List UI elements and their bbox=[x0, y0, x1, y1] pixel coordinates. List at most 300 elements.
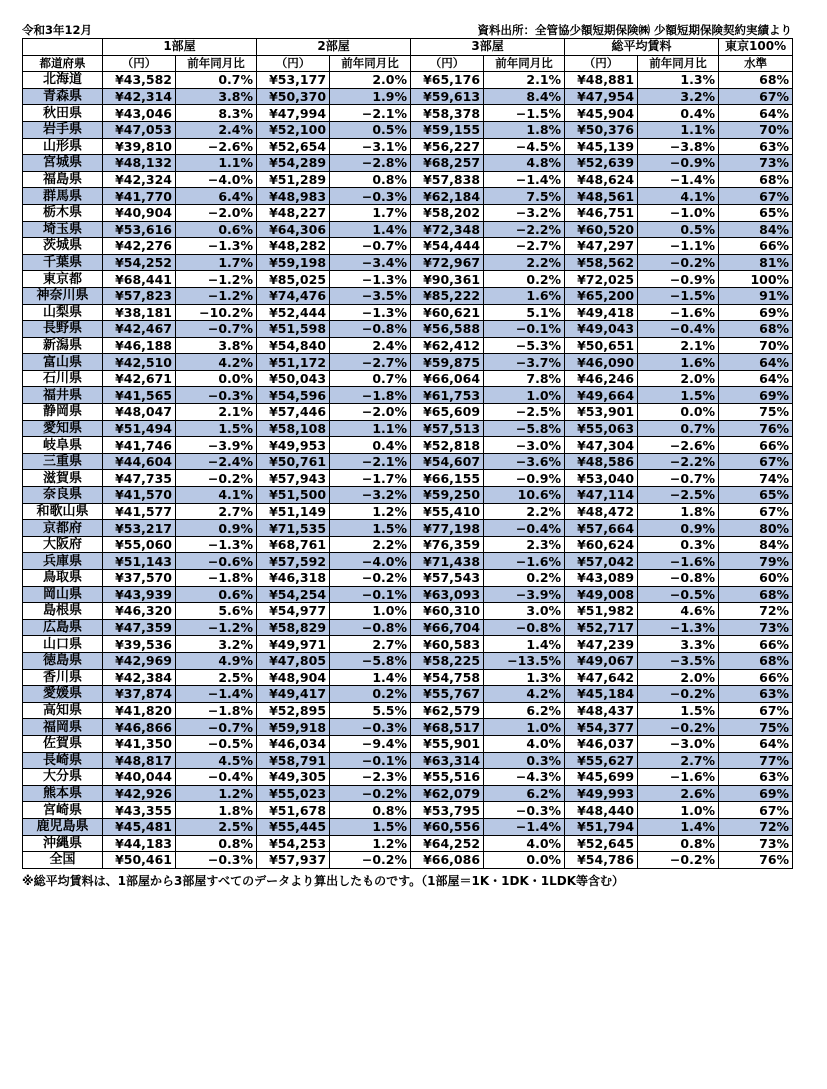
rent-cell: ¥49,417 bbox=[257, 686, 330, 703]
level-cell: 73% bbox=[719, 835, 793, 852]
yoy-cell: −0.5% bbox=[638, 586, 719, 603]
yoy-cell: −4.3% bbox=[484, 769, 565, 786]
prefecture-cell: 北海道 bbox=[23, 72, 103, 89]
level-cell: 72% bbox=[719, 603, 793, 620]
rent-cell: ¥42,324 bbox=[103, 171, 176, 188]
level-cell: 65% bbox=[719, 204, 793, 221]
yoy-cell: 0.5% bbox=[330, 121, 411, 138]
table-row bbox=[23, 735, 793, 752]
yoy-cell: 1.3% bbox=[484, 669, 565, 686]
rent-cell: ¥58,225 bbox=[411, 652, 484, 669]
yoy-cell: −13.5% bbox=[484, 652, 565, 669]
yoy-cell: −1.4% bbox=[638, 171, 719, 188]
yoy-cell: 4.6% bbox=[638, 603, 719, 620]
yoy-cell: −1.6% bbox=[484, 553, 565, 570]
rent-cell: ¥58,378 bbox=[411, 105, 484, 122]
rent-cell: ¥47,297 bbox=[565, 238, 638, 255]
yoy-cell: −0.4% bbox=[638, 321, 719, 338]
rent-cell: ¥54,786 bbox=[565, 852, 638, 869]
yoy-cell: 6.4% bbox=[176, 188, 257, 205]
level-cell: 91% bbox=[719, 287, 793, 304]
rent-cell: ¥49,305 bbox=[257, 769, 330, 786]
header-yen: （円） bbox=[103, 55, 176, 72]
rent-cell: ¥59,875 bbox=[411, 354, 484, 371]
yoy-cell: 1.5% bbox=[638, 702, 719, 719]
yoy-cell: 0.0% bbox=[176, 370, 257, 387]
yoy-cell: 1.5% bbox=[330, 818, 411, 835]
yoy-cell: 2.4% bbox=[330, 337, 411, 354]
yoy-cell: −0.2% bbox=[330, 570, 411, 587]
level-cell: 66% bbox=[719, 437, 793, 454]
yoy-cell: −1.2% bbox=[176, 287, 257, 304]
yoy-cell: −0.1% bbox=[330, 586, 411, 603]
rent-cell: ¥57,513 bbox=[411, 420, 484, 437]
rent-cell: ¥52,717 bbox=[565, 619, 638, 636]
yoy-cell: 2.7% bbox=[330, 636, 411, 653]
prefecture-cell: 富山県 bbox=[23, 354, 103, 371]
level-cell: 84% bbox=[719, 536, 793, 553]
yoy-cell: 1.1% bbox=[330, 420, 411, 437]
yoy-cell: 0.2% bbox=[484, 570, 565, 587]
header-prefecture: 都道府県 bbox=[23, 55, 103, 72]
yoy-cell: −2.4% bbox=[176, 453, 257, 470]
level-cell: 81% bbox=[719, 254, 793, 271]
header-yen: （円） bbox=[257, 55, 330, 72]
table-row bbox=[23, 752, 793, 769]
rent-cell: ¥51,982 bbox=[565, 603, 638, 620]
yoy-cell: −1.7% bbox=[330, 470, 411, 487]
yoy-cell: −1.4% bbox=[484, 818, 565, 835]
table-row bbox=[23, 238, 793, 255]
yoy-cell: −5.3% bbox=[484, 337, 565, 354]
rent-cell: ¥42,467 bbox=[103, 321, 176, 338]
rent-cell: ¥47,053 bbox=[103, 121, 176, 138]
rent-cell: ¥60,621 bbox=[411, 304, 484, 321]
rent-cell: ¥43,089 bbox=[565, 570, 638, 587]
rent-cell: ¥41,565 bbox=[103, 387, 176, 404]
yoy-cell: −0.2% bbox=[638, 254, 719, 271]
rent-cell: ¥57,937 bbox=[257, 852, 330, 869]
yoy-cell: −1.6% bbox=[638, 304, 719, 321]
rent-cell: ¥66,155 bbox=[411, 470, 484, 487]
rent-cell: ¥54,444 bbox=[411, 238, 484, 255]
yoy-cell: −3.2% bbox=[330, 487, 411, 504]
yoy-cell: −0.7% bbox=[176, 321, 257, 338]
yoy-cell: 0.0% bbox=[638, 404, 719, 421]
prefecture-cell: 新潟県 bbox=[23, 337, 103, 354]
rent-table bbox=[22, 38, 793, 869]
yoy-cell: −1.5% bbox=[484, 105, 565, 122]
header-level: 水準 bbox=[719, 55, 793, 72]
data-source: 資料出所：全管協少額短期保険㈱ 少額短期保険契約実績より bbox=[477, 23, 792, 37]
rent-cell: ¥54,840 bbox=[257, 337, 330, 354]
prefecture-cell: 鳥取県 bbox=[23, 570, 103, 587]
prefecture-cell: 岡山県 bbox=[23, 586, 103, 603]
table-row bbox=[23, 304, 793, 321]
prefecture-cell: 宮崎県 bbox=[23, 802, 103, 819]
prefecture-cell: 愛媛県 bbox=[23, 686, 103, 703]
yoy-cell: −1.6% bbox=[638, 553, 719, 570]
prefecture-cell: 山梨県 bbox=[23, 304, 103, 321]
rent-cell: ¥59,198 bbox=[257, 254, 330, 271]
rent-cell: ¥60,310 bbox=[411, 603, 484, 620]
yoy-cell: 5.6% bbox=[176, 603, 257, 620]
rent-cell: ¥62,184 bbox=[411, 188, 484, 205]
rent-cell: ¥57,446 bbox=[257, 404, 330, 421]
yoy-cell: 8.4% bbox=[484, 88, 565, 105]
yoy-cell: −0.3% bbox=[484, 802, 565, 819]
rent-cell: ¥48,132 bbox=[103, 155, 176, 172]
yoy-cell: −3.9% bbox=[484, 586, 565, 603]
table-row bbox=[23, 155, 793, 172]
rent-cell: ¥52,895 bbox=[257, 702, 330, 719]
table-row bbox=[23, 105, 793, 122]
yoy-cell: −3.2% bbox=[484, 204, 565, 221]
rent-cell: ¥41,746 bbox=[103, 437, 176, 454]
header-2room: 2部屋 bbox=[257, 39, 411, 56]
rent-cell: ¥53,217 bbox=[103, 520, 176, 537]
level-cell: 66% bbox=[719, 669, 793, 686]
table-row bbox=[23, 171, 793, 188]
yoy-cell: 4.9% bbox=[176, 652, 257, 669]
prefecture-cell: 鹿児島県 bbox=[23, 818, 103, 835]
level-cell: 75% bbox=[719, 404, 793, 421]
yoy-cell: 1.6% bbox=[484, 287, 565, 304]
rent-cell: ¥41,770 bbox=[103, 188, 176, 205]
table-row bbox=[23, 818, 793, 835]
table-row bbox=[23, 204, 793, 221]
yoy-cell: 2.6% bbox=[638, 785, 719, 802]
yoy-cell: −2.2% bbox=[484, 221, 565, 238]
rent-cell: ¥62,412 bbox=[411, 337, 484, 354]
rent-cell: ¥55,627 bbox=[565, 752, 638, 769]
rent-cell: ¥45,904 bbox=[565, 105, 638, 122]
rent-cell: ¥64,252 bbox=[411, 835, 484, 852]
yoy-cell: −4.0% bbox=[176, 171, 257, 188]
prefecture-cell: 徳島県 bbox=[23, 652, 103, 669]
yoy-cell: −1.3% bbox=[330, 271, 411, 288]
table-row bbox=[23, 287, 793, 304]
rent-cell: ¥68,761 bbox=[257, 536, 330, 553]
yoy-cell: 2.5% bbox=[176, 669, 257, 686]
rent-cell: ¥63,093 bbox=[411, 586, 484, 603]
rent-cell: ¥48,437 bbox=[565, 702, 638, 719]
prefecture-cell: 愛知県 bbox=[23, 420, 103, 437]
rent-cell: ¥54,977 bbox=[257, 603, 330, 620]
rent-cell: ¥68,257 bbox=[411, 155, 484, 172]
rent-cell: ¥50,370 bbox=[257, 88, 330, 105]
yoy-cell: −1.3% bbox=[330, 304, 411, 321]
yoy-cell: −0.3% bbox=[330, 719, 411, 736]
yoy-cell: 6.2% bbox=[484, 785, 565, 802]
yoy-cell: −3.7% bbox=[484, 354, 565, 371]
header-yoy: 前年同月比 bbox=[638, 55, 719, 72]
rent-cell: ¥43,939 bbox=[103, 586, 176, 603]
table-row bbox=[23, 420, 793, 437]
level-cell: 64% bbox=[719, 735, 793, 752]
rent-cell: ¥39,810 bbox=[103, 138, 176, 155]
rent-cell: ¥60,556 bbox=[411, 818, 484, 835]
rent-cell: ¥42,314 bbox=[103, 88, 176, 105]
yoy-cell: 4.2% bbox=[484, 686, 565, 703]
rent-cell: ¥71,438 bbox=[411, 553, 484, 570]
yoy-cell: −1.8% bbox=[176, 702, 257, 719]
yoy-cell: 1.4% bbox=[330, 669, 411, 686]
rent-cell: ¥90,361 bbox=[411, 271, 484, 288]
yoy-cell: 7.8% bbox=[484, 370, 565, 387]
prefecture-cell: 静岡県 bbox=[23, 404, 103, 421]
rent-cell: ¥41,350 bbox=[103, 735, 176, 752]
prefecture-cell: 福岡県 bbox=[23, 719, 103, 736]
header-row bbox=[22, 22, 792, 38]
yoy-cell: 0.6% bbox=[176, 221, 257, 238]
rent-cell: ¥54,252 bbox=[103, 254, 176, 271]
yoy-cell: −1.3% bbox=[176, 238, 257, 255]
yoy-cell: 4.2% bbox=[176, 354, 257, 371]
rent-cell: ¥52,654 bbox=[257, 138, 330, 155]
header-yen: （円） bbox=[565, 55, 638, 72]
yoy-cell: 0.9% bbox=[638, 520, 719, 537]
yoy-cell: −2.2% bbox=[638, 453, 719, 470]
table-row bbox=[23, 503, 793, 520]
prefecture-cell: 福井県 bbox=[23, 387, 103, 404]
level-cell: 63% bbox=[719, 769, 793, 786]
prefecture-cell: 福島県 bbox=[23, 171, 103, 188]
yoy-cell: 7.5% bbox=[484, 188, 565, 205]
yoy-cell: −5.8% bbox=[330, 652, 411, 669]
rent-cell: ¥49,008 bbox=[565, 586, 638, 603]
rent-cell: ¥72,025 bbox=[565, 271, 638, 288]
yoy-cell: 1.2% bbox=[330, 835, 411, 852]
header-yen: （円） bbox=[411, 55, 484, 72]
table-row bbox=[23, 188, 793, 205]
prefecture-cell: 岐阜県 bbox=[23, 437, 103, 454]
rent-cell: ¥54,758 bbox=[411, 669, 484, 686]
yoy-cell: −2.8% bbox=[330, 155, 411, 172]
rent-cell: ¥47,114 bbox=[565, 487, 638, 504]
rent-cell: ¥62,579 bbox=[411, 702, 484, 719]
yoy-cell: 0.7% bbox=[176, 72, 257, 89]
yoy-cell: 8.3% bbox=[176, 105, 257, 122]
yoy-cell: −0.9% bbox=[638, 155, 719, 172]
yoy-cell: 0.9% bbox=[176, 520, 257, 537]
level-cell: 67% bbox=[719, 453, 793, 470]
yoy-cell: 10.6% bbox=[484, 487, 565, 504]
rent-cell: ¥48,624 bbox=[565, 171, 638, 188]
rent-cell: ¥61,753 bbox=[411, 387, 484, 404]
table-row bbox=[23, 553, 793, 570]
prefecture-cell: 岩手県 bbox=[23, 121, 103, 138]
table-row bbox=[23, 138, 793, 155]
rent-cell: ¥42,510 bbox=[103, 354, 176, 371]
yoy-cell: 2.3% bbox=[484, 536, 565, 553]
yoy-cell: −2.6% bbox=[638, 437, 719, 454]
prefecture-cell: 奈良県 bbox=[23, 487, 103, 504]
rent-cell: ¥52,639 bbox=[565, 155, 638, 172]
header-row-groups bbox=[23, 39, 793, 56]
rent-cell: ¥58,202 bbox=[411, 204, 484, 221]
rent-cell: ¥63,314 bbox=[411, 752, 484, 769]
prefecture-cell: 滋賀県 bbox=[23, 470, 103, 487]
yoy-cell: −2.0% bbox=[330, 404, 411, 421]
rent-cell: ¥49,664 bbox=[565, 387, 638, 404]
level-cell: 74% bbox=[719, 470, 793, 487]
rent-cell: ¥44,604 bbox=[103, 453, 176, 470]
rent-cell: ¥47,805 bbox=[257, 652, 330, 669]
rent-cell: ¥59,918 bbox=[257, 719, 330, 736]
rent-cell: ¥47,642 bbox=[565, 669, 638, 686]
yoy-cell: 2.0% bbox=[638, 370, 719, 387]
header-yoy: 前年同月比 bbox=[484, 55, 565, 72]
yoy-cell: 1.4% bbox=[484, 636, 565, 653]
yoy-cell: 0.4% bbox=[330, 437, 411, 454]
rent-cell: ¥42,276 bbox=[103, 238, 176, 255]
rent-cell: ¥42,384 bbox=[103, 669, 176, 686]
yoy-cell: 3.2% bbox=[176, 636, 257, 653]
yoy-cell: 1.8% bbox=[638, 503, 719, 520]
level-cell: 66% bbox=[719, 636, 793, 653]
rent-cell: ¥52,818 bbox=[411, 437, 484, 454]
rent-cell: ¥40,044 bbox=[103, 769, 176, 786]
prefecture-cell: 広島県 bbox=[23, 619, 103, 636]
yoy-cell: −3.5% bbox=[638, 652, 719, 669]
rent-cell: ¥48,047 bbox=[103, 404, 176, 421]
rent-cell: ¥49,993 bbox=[565, 785, 638, 802]
rent-cell: ¥46,866 bbox=[103, 719, 176, 736]
yoy-cell: 0.8% bbox=[638, 835, 719, 852]
yoy-cell: 2.7% bbox=[638, 752, 719, 769]
level-cell: 69% bbox=[719, 387, 793, 404]
rent-cell: ¥48,904 bbox=[257, 669, 330, 686]
yoy-cell: −1.8% bbox=[330, 387, 411, 404]
yoy-cell: 0.2% bbox=[484, 271, 565, 288]
table-row bbox=[23, 652, 793, 669]
rent-cell: ¥58,562 bbox=[565, 254, 638, 271]
rent-cell: ¥48,440 bbox=[565, 802, 638, 819]
table-row bbox=[23, 254, 793, 271]
rent-cell: ¥47,239 bbox=[565, 636, 638, 653]
table-row bbox=[23, 719, 793, 736]
table-row bbox=[23, 404, 793, 421]
header-1room: 1部屋 bbox=[103, 39, 257, 56]
table-row bbox=[23, 470, 793, 487]
rent-cell: ¥55,063 bbox=[565, 420, 638, 437]
table-row bbox=[23, 802, 793, 819]
prefecture-cell: 茨城県 bbox=[23, 238, 103, 255]
rent-cell: ¥43,582 bbox=[103, 72, 176, 89]
rent-cell: ¥56,227 bbox=[411, 138, 484, 155]
yoy-cell: 3.2% bbox=[638, 88, 719, 105]
rent-cell: ¥54,377 bbox=[565, 719, 638, 736]
rent-cell: ¥55,410 bbox=[411, 503, 484, 520]
rent-cell: ¥55,060 bbox=[103, 536, 176, 553]
table-row bbox=[23, 88, 793, 105]
rent-cell: ¥46,318 bbox=[257, 570, 330, 587]
yoy-cell: 3.8% bbox=[176, 88, 257, 105]
rent-cell: ¥46,037 bbox=[565, 735, 638, 752]
yoy-cell: −3.4% bbox=[330, 254, 411, 271]
prefecture-cell: 東京都 bbox=[23, 271, 103, 288]
yoy-cell: 0.3% bbox=[638, 536, 719, 553]
yoy-cell: 5.5% bbox=[330, 702, 411, 719]
rent-cell: ¥54,254 bbox=[257, 586, 330, 603]
yoy-cell: −3.8% bbox=[638, 138, 719, 155]
yoy-cell: −1.4% bbox=[484, 171, 565, 188]
yoy-cell: −1.3% bbox=[638, 619, 719, 636]
yoy-cell: −3.6% bbox=[484, 453, 565, 470]
table-row bbox=[23, 520, 793, 537]
table-row bbox=[23, 387, 793, 404]
yoy-cell: 1.0% bbox=[484, 719, 565, 736]
yoy-cell: 0.8% bbox=[176, 835, 257, 852]
rent-cell: ¥50,376 bbox=[565, 121, 638, 138]
yoy-cell: −0.2% bbox=[638, 719, 719, 736]
prefecture-cell: 香川県 bbox=[23, 669, 103, 686]
rent-cell: ¥60,583 bbox=[411, 636, 484, 653]
prefecture-cell: 長野県 bbox=[23, 321, 103, 338]
yoy-cell: −0.8% bbox=[330, 321, 411, 338]
rent-cell: ¥37,570 bbox=[103, 570, 176, 587]
table-row bbox=[23, 586, 793, 603]
rent-cell: ¥51,494 bbox=[103, 420, 176, 437]
yoy-cell: 3.0% bbox=[484, 603, 565, 620]
yoy-cell: −10.2% bbox=[176, 304, 257, 321]
rent-cell: ¥55,516 bbox=[411, 769, 484, 786]
prefecture-cell: 千葉県 bbox=[23, 254, 103, 271]
yoy-cell: 0.6% bbox=[176, 586, 257, 603]
yoy-cell: −0.9% bbox=[484, 470, 565, 487]
footnote: ※総平均賃料は、1部屋から3部屋すべてのデータより算出したものです。（1部屋＝1K・1DK・1LDK等含む） bbox=[22, 873, 625, 888]
prefecture-cell: 京都府 bbox=[23, 520, 103, 537]
table-row bbox=[23, 370, 793, 387]
yoy-cell: 1.8% bbox=[484, 121, 565, 138]
rent-cell: ¥54,596 bbox=[257, 387, 330, 404]
yoy-cell: −9.4% bbox=[330, 735, 411, 752]
rent-cell: ¥57,823 bbox=[103, 287, 176, 304]
yoy-cell: 0.8% bbox=[330, 171, 411, 188]
yoy-cell: −4.5% bbox=[484, 138, 565, 155]
rent-cell: ¥66,064 bbox=[411, 370, 484, 387]
rent-cell: ¥85,025 bbox=[257, 271, 330, 288]
document-page bbox=[22, 22, 792, 889]
rent-cell: ¥55,901 bbox=[411, 735, 484, 752]
level-cell: 70% bbox=[719, 121, 793, 138]
rent-cell: ¥46,320 bbox=[103, 603, 176, 620]
level-cell: 80% bbox=[719, 520, 793, 537]
rent-cell: ¥76,359 bbox=[411, 536, 484, 553]
yoy-cell: 1.0% bbox=[484, 387, 565, 404]
rent-cell: ¥40,904 bbox=[103, 204, 176, 221]
level-cell: 73% bbox=[719, 155, 793, 172]
rent-cell: ¥50,461 bbox=[103, 852, 176, 869]
prefecture-cell: 全国 bbox=[23, 852, 103, 869]
yoy-cell: −2.1% bbox=[330, 105, 411, 122]
yoy-cell: −5.8% bbox=[484, 420, 565, 437]
table-row bbox=[23, 835, 793, 852]
rent-cell: ¥54,253 bbox=[257, 835, 330, 852]
rent-cell: ¥53,040 bbox=[565, 470, 638, 487]
level-cell: 60% bbox=[719, 570, 793, 587]
table-row bbox=[23, 72, 793, 89]
rent-cell: ¥51,172 bbox=[257, 354, 330, 371]
rent-cell: ¥60,624 bbox=[565, 536, 638, 553]
level-cell: 68% bbox=[719, 586, 793, 603]
rent-cell: ¥58,791 bbox=[257, 752, 330, 769]
yoy-cell: 1.0% bbox=[330, 603, 411, 620]
rent-cell: ¥52,100 bbox=[257, 121, 330, 138]
rent-cell: ¥48,282 bbox=[257, 238, 330, 255]
yoy-cell: −0.4% bbox=[484, 520, 565, 537]
